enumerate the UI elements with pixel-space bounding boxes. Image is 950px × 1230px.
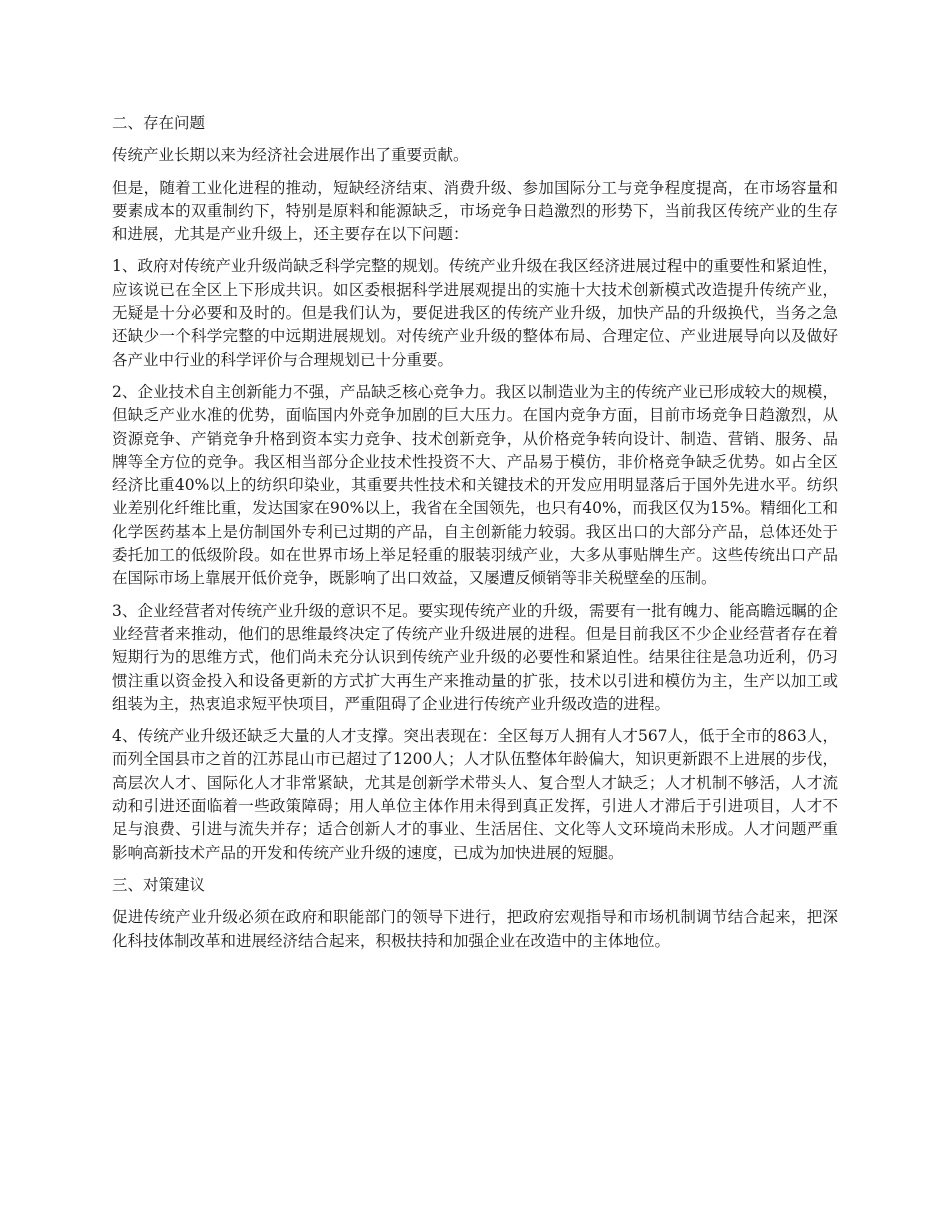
paragraph-issue-3: 3、企业经营者对传统产业升级的意识不足。要实现传统产业的升级，需要有一批有魄力、能高瞻远瞩的企业经营者来推动，他们的思维最终决定了传统产业升级进展的进程。但是目前我区不少企业经营者存在着短期行为的思维方式，他们尚未充分认识到传统产业升级的必要性和紧迫性。结果往往是急功近利，仍习惯注重以资金投入和设备更新的方式扩大再生产来推动量的扩张，技术以引进和模仿为主，生产以加工或组装为主，热衷追求短平快项目，严重阻碍了企业进行传统产业升级改造的进程。 <box>112 601 838 713</box>
paragraph-issue-4: 4、传统产业升级还缺乏大量的人才支撑。突出表现在：全区每万人拥有人才567人，低于全市的863人，而列全国县市之首的江苏昆山市已超过了1200人；人才队伍整体年龄偏大，知识更新跟不上进展的步伐，高层次人才、国际化人才非常紧缺，尤其是创新学术带头人、复合型人才缺乏；人才机制不够活，人才流动和引进还面临着一些政策障碍；用人单位主体作用未得到真正发挥，引进人才滞后于引进项目，人才不足与浪费、引进与流失并存；适合创新人才的事业、生活居住、文化等人文环境尚未形成。人才问题严重影响高新技术产品的开发和传统产业升级的速度，已成为加快进展的短腿。 <box>112 727 838 862</box>
paragraph-intro: 传统产业长期以来为经济社会进展作出了重要贡献。 <box>112 146 469 165</box>
paragraph-issue-1: 1、政府对传统产业升级尚缺乏科学完整的规划。传统产业升级在我区经济进展过程中的重要性和紧迫性，应该说已在全区上下形成共识。如区委根据科学进展观提出的实施十大技术创新模式改造提升传统产业，无疑是十分必要和及时的。但是我们认为，要促进我区的传统产业升级，加快产品的升级换代，当务之急还缺少一个科学完整的中远期进展规划。对传统产业升级的整体布局、合理定位、产业进展导向以及做好各产业中行业的科学评价与合理规划已十分重要。 <box>112 257 838 369</box>
section-heading-suggestions: 三、对策建议 <box>112 875 206 894</box>
section-heading-problems: 二、存在问题 <box>112 114 206 132</box>
paragraph-suggestion: 促进传统产业升级必须在政府和职能部门的领导下进行，把政府宏观指导和市场机制调节结合起来，把深化科技体制改革和进展经济结合起来，积极扶持和加强企业在改造中的主体地位。 <box>112 908 838 950</box>
paragraph-issue-2: 2、企业技术自主创新能力不强，产品缺乏核心竞争力。我区以制造业为主的传统产业已形成较大的规模，但缺乏产业水准的优势，面临国内外竞争加剧的巨大压力。在国内竞争方面，目前市场竞争日趋激烈，从资源竞争、产销竞争升格到资本实力竞争、技术创新竞争，从价格竞争转向设计、制造、营销、服务、品牌等全方位的竞争。我区相当部分企业技术性投资不大、产品易于模仿，非价格竞争缺乏优势。如占全区经济比重40%以上的纺织印染业，其重要共性技术和关键技术的开发应用明显落后于国外先进水平。纺织业差别化纤维比重，发达国家在90%以上，我省在全国领先，也只有40%，而我区仅为15%。精细化工和化学医药基本上是仿制国外专利已过期的产品，自主创新能力较弱。我区出口的大部分产品，总体还处于委托加工的低级阶段。如在世界市场上举足轻重的服装羽绒产业，大多从事贴牌生产。这些传统出口产品在国际市场上靠展开低价竞争，既影响了出口效益，又屡遭反倾销等非关税壁垒的压制。 <box>112 382 838 588</box>
paragraph-context: 但是，随着工业化进程的推动，短缺经济结束、消费升级、参加国际分工与竞争程度提高，在市场容量和要素成本的双重制约下，特别是原料和能源缺乏，市场竞争日趋激烈的形势下，当前我区传统产业的生存和进展，尤其是产业升级上，还主要存在以下问题： <box>112 178 838 244</box>
